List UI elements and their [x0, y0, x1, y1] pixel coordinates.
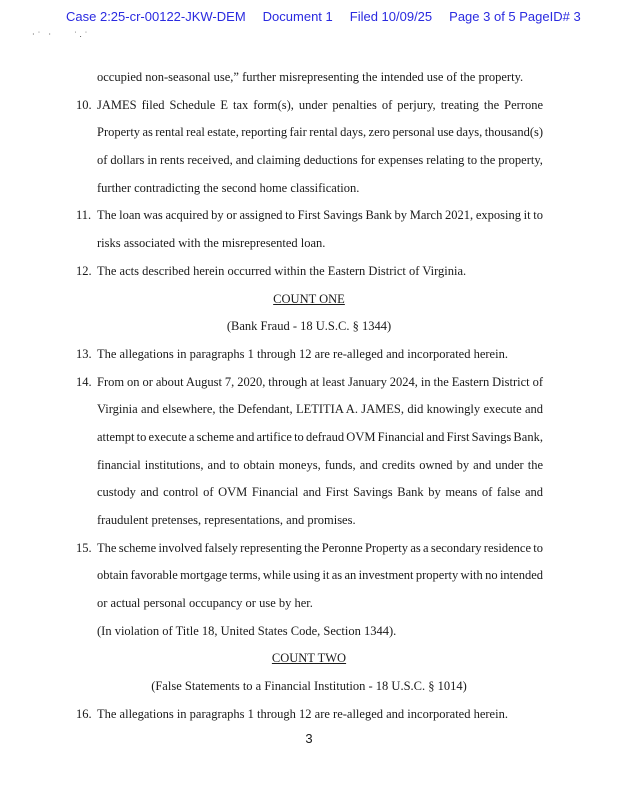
- paragraph-12: [0, 258, 618, 286]
- paragraph-number: 12.: [76, 263, 92, 278]
- continued-text: occupied non-seasonal use,” further misrepresenting the intended use of the property.: [97, 70, 524, 84]
- paragraph-line: The acts described herein occurred within the Eastern District of Virginia.: [97, 263, 467, 278]
- paragraph-11: [0, 202, 618, 257]
- paragraph-line: From on or about August 7, 2020, through at least January 2024, in the Eastern District of: [97, 374, 544, 389]
- paragraph-line: or actual personal occupancy or use by her.: [97, 596, 313, 611]
- paragraph-line: further contradicting the second home classification.: [97, 180, 360, 195]
- document-body: [0, 64, 618, 729]
- page-id: Page 3 of 5 PageID# 3: [449, 9, 581, 24]
- paragraph-line: The loan was acquired by or assigned to First Savings Bank by March 2021, exposing it to: [97, 208, 544, 223]
- paragraph-10: [0, 92, 618, 203]
- paragraph-number: 10.: [76, 97, 92, 112]
- paragraph-number: 16.: [76, 706, 92, 721]
- count-two-heading: COUNT TWO: [271, 651, 347, 666]
- paragraph-13: [0, 341, 618, 369]
- court-filing-header: [66, 9, 581, 24]
- paragraph-line: fraudulent pretenses, representations, and promises.: [97, 513, 356, 527]
- paragraph-line: Property as rental real estate, reporting fair rental days, zero personal use days, thousand(s): [97, 125, 544, 140]
- case-number: Case 2:25-cr-00122-JKW-DEM: [66, 9, 246, 24]
- paragraph-16: [0, 701, 618, 729]
- count-two-subheading: (False Statements to a Financial Institution - 18 U.S.C. § 1014): [151, 679, 467, 694]
- paragraph-line: obtain favorable mortgage terms, while using it as an investment property with no intended: [97, 568, 544, 583]
- document-number: Document 1: [262, 9, 333, 24]
- paragraph-line: JAMES filed Schedule E tax form(s), under penalties of perjury, treating the Perrone: [97, 97, 544, 112]
- filed-date: Filed 10/09/25: [349, 9, 433, 24]
- paragraph-number: 14.: [76, 374, 92, 389]
- paragraph-line: The allegations in paragraphs 1 through 12 are re-alleged and incorporated herein.: [97, 346, 508, 361]
- paragraph-14: [0, 369, 618, 535]
- paragraph-line: The allegations in paragraphs 1 through 12 are re-alleged and incorporated herein.: [97, 706, 508, 721]
- paragraph-number: 13.: [76, 346, 92, 361]
- paragraph-15: [0, 535, 618, 618]
- paragraph-line: of dollars in rents received, and claiming deductions for expenses relating to the property,: [97, 153, 543, 168]
- scan-specks: ·˙ · ˙.˙: [32, 30, 91, 39]
- paragraph-number: 11.: [76, 208, 92, 223]
- paragraph-line: risks associated with the misrepresented loan.: [97, 236, 326, 251]
- paragraph-number: 15.: [76, 540, 92, 555]
- count-one-heading: COUNT ONE: [273, 291, 345, 306]
- count-one-subheading: (Bank Fraud - 18 U.S.C. § 1344): [226, 319, 392, 334]
- paragraph-line: financial institutions, and to obtain moneys, funds, and credits owned by and under the: [97, 457, 544, 472]
- paragraph-line: The scheme involved falsely representing the Peronne Property as a secondary residence to: [97, 540, 544, 555]
- violation-citation: (In violation of Title 18, United States Code, Section 1344).: [97, 623, 397, 638]
- paragraph-line: attempt to execute a scheme and artifice to defraud OVM Financial and First Savings Bank,: [97, 429, 543, 444]
- paragraph-line: custody and control of OVM Financial and First Savings Bank by means of false and: [97, 485, 544, 500]
- page-number: 3: [305, 731, 313, 746]
- paragraph-line: Virginia and elsewhere, the Defendant, LETITIA A. JAMES, did knowingly execute and: [97, 402, 544, 417]
